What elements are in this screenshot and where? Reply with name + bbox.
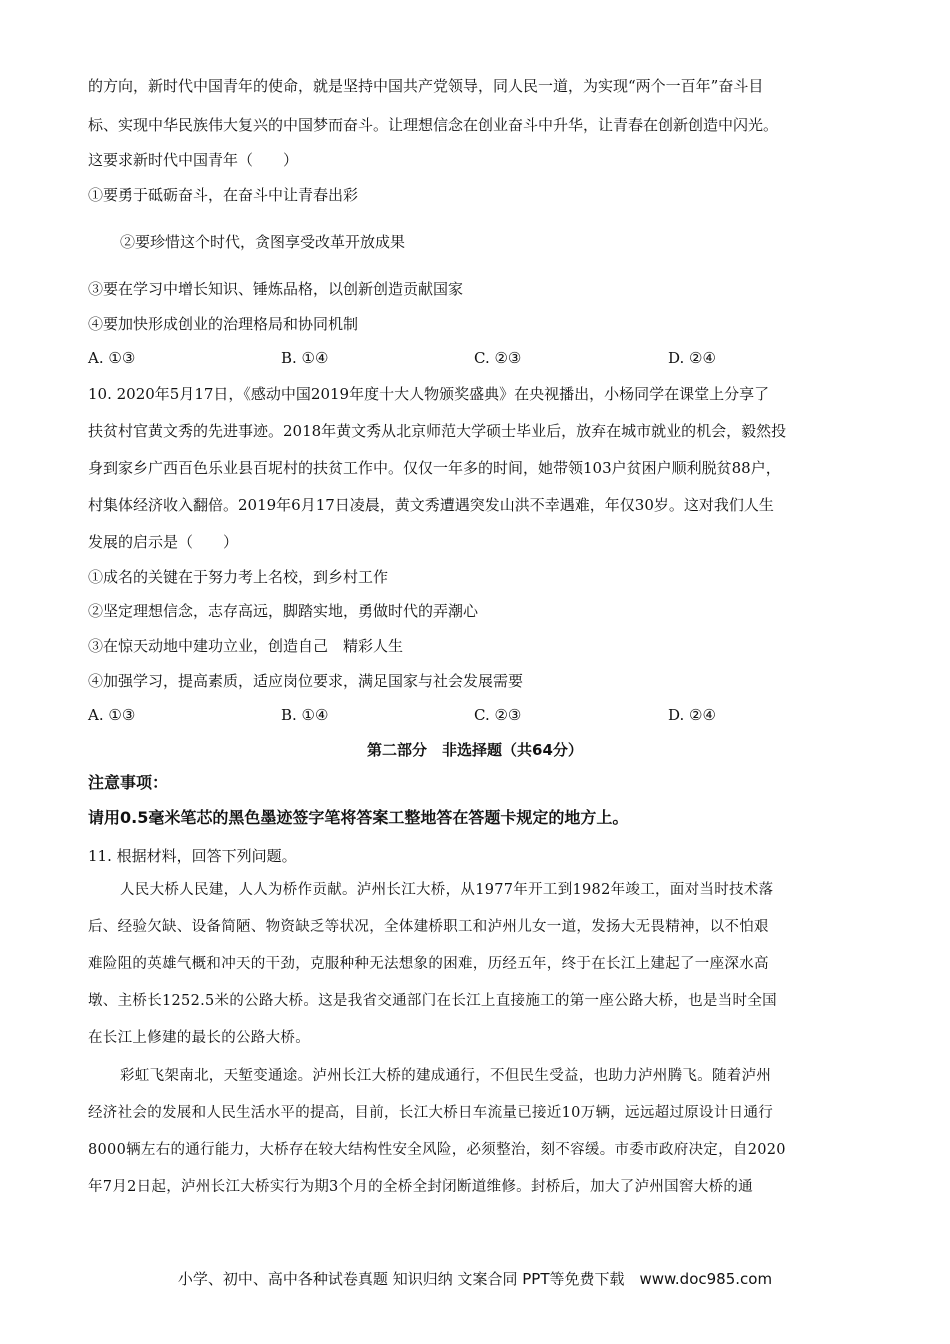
q11-para1-line-1: 人民大桥人民建，人人为桥作贡献。泸州长江大桥，从1977年开工到1982年竣工，面对当时技术落	[120, 882, 774, 898]
footer-watermark: 小学、初中、高中各种试卷真题 知识归纳 文案合同 PPT等免费下载 www.doc985.com	[177, 1270, 773, 1288]
q10-line-1: 10. 2020年5月17日，《感动中国2019年度十大人物颁奖盛典》在央视播出，小杨同学在课堂上分享了	[88, 385, 770, 403]
q9-option-d: D. ②④	[668, 349, 716, 367]
q9-line-2: 标、实现中华民族伟大复兴的中国梦而奋斗。让理想信念在创业奋斗中升华，让青春在创新创造中闪光。	[88, 116, 779, 134]
q9-option-c: C. ②③	[474, 349, 522, 367]
q11-para2-line-1: 彩虹飞架南北，天堑变通途。泸州长江大桥的建成通行，不但民生受益，也助力泸州腾飞。随着泸州	[120, 1068, 772, 1084]
q11-stem: 11. 根据材料，回答下列问题。	[88, 847, 297, 865]
q10-line-2: 扶贫村官黄文秀的先进事迹。2018年黄文秀从北京师范大学硕士毕业后，放弃在城市就业的机会，毅然投	[88, 422, 787, 440]
q11-para1-line-2: 后、经验欠缺、设备简陋、物资缺乏等状况，全体建桥职工和泸州儿女一道，发扬大无畏精神，以不怕艰	[88, 919, 769, 935]
q10-item-1: ①成名的关键在于努力考上名校，到乡村工作	[88, 568, 389, 586]
q9-item-3: ③要在学习中增长知识、锤炼品格，以创新创造贡献国家	[88, 280, 464, 298]
q11-para2-line-2: 经济社会的发展和人民生活水平的提高，目前，长江大桥日车流量已接近10万辆，远远超过原设计日通行	[88, 1105, 774, 1121]
q10-line-3: 身到家乡广西百色乐业县百坭村的扶贫工作中。仅仅一年多的时间，她带领103户贫困户顺利脱贫88户，	[88, 459, 781, 477]
q11-para1-line-4: 墩、主桥长1252.5米的公路大桥。这是我省交通部门在长江上直接施工的第一座公路大桥，也是当时全国	[88, 993, 777, 1009]
notice-text: 请用0.5毫米笔芯的黑色墨迹签字笔将答案工整地答在答题卡规定的地方上。	[88, 808, 629, 827]
q11-para1-line-3: 难险阻的英雄气概和冲天的干劲，克服种种无法想象的困难，历经五年，终于在长江上建起了一座深水高	[88, 956, 769, 972]
q10-line-5: 发展的启示是（ ）	[88, 533, 239, 551]
q9-item-4: ④要加快形成创业的治理格局和协同机制	[88, 315, 359, 333]
q10-item-2: ②坚定理想信念，志存高远，脚踏实地，勇做时代的弄潮心	[88, 602, 479, 620]
q10-item-3: ③在惊天动地中建功立业，创造自己 精彩人生	[88, 637, 404, 655]
notice-heading: 注意事项：	[88, 773, 169, 792]
q9-line-3: 这要求新时代中国青年（ ）	[88, 151, 299, 169]
q10-item-4: ④加强学习，提高素质，适应岗位要求，满足国家与社会发展需要	[88, 672, 524, 690]
part2-title: 第二部分 非选择题（共64分）	[367, 741, 583, 759]
q9-option-a: A. ①③	[88, 349, 136, 367]
q11-para2-line-3: 8000辆左右的通行能力，大桥存在较大结构性安全风险，必须整治，刻不容缓。市委市政府决定，自2020	[88, 1142, 786, 1158]
q10-option-d: D. ②④	[668, 706, 716, 724]
q10-option-c: C. ②③	[474, 706, 522, 724]
q10-option-b: B. ①④	[281, 706, 329, 724]
q10-option-a: A. ①③	[88, 706, 136, 724]
q9-option-b: B. ①④	[281, 349, 329, 367]
q10-line-4: 村集体经济收入翻倍。2019年6月17日凌晨，黄文秀遭遇突发山洪不幸遇难，年仅30岁。这对我们人生	[88, 496, 774, 514]
q9-line-1: 的方向，新时代中国青年的使命，就是坚持中国共产党领导，同人民一道，为实现“两个一百年”奋斗目	[88, 77, 764, 95]
q9-item-2: ②要珍惜这个时代，贪图享受改革开放成果	[120, 233, 406, 251]
q9-item-1: ①要勇于砥砺奋斗，在奋斗中让青春出彩	[88, 186, 359, 204]
q11-para2-line-4: 年7月2日起，泸州长江大桥实行为期3个月的全桥全封闭断道维修。封桥后，加大了泸州国窖大桥的通	[88, 1179, 753, 1195]
q11-para1-line-5: 在长江上修建的最长的公路大桥。	[88, 1030, 310, 1046]
